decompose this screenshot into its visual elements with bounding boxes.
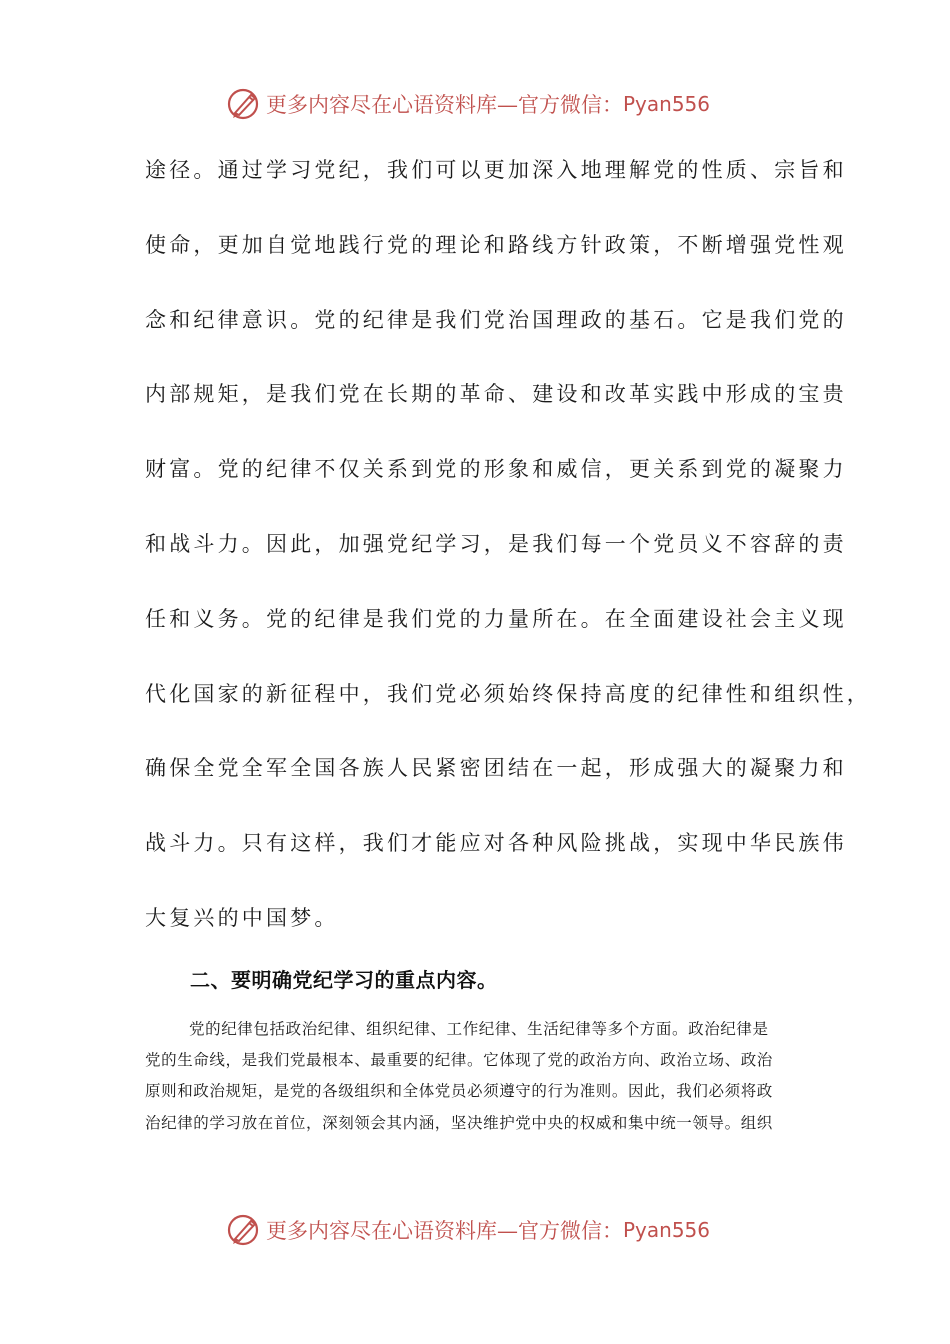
section-line: 治纪律的学习放在首位，深刻领会其内涵，坚决维护党中央的权威和集中统一领导。组织	[145, 1113, 773, 1132]
pen-logo-icon	[226, 86, 262, 122]
body-line: 大复兴的中国梦。	[145, 905, 339, 930]
section-line: 原则和政治规矩，是党的各级组织和全体党员必须遵守的行为准则。因此，我们必须将政	[145, 1082, 773, 1101]
body-line: 内部规矩，是我们党在长期的革命、建设和改革实践中形成的宝贵	[145, 382, 847, 407]
section-line: 党的生命线，是我们党最根本、最重要的纪律。它体现了党的政治方向、政治立场、政治	[145, 1051, 773, 1070]
body-line: 使命，更加自觉地践行党的理论和路线方针政策，不断增强党性观	[145, 232, 847, 257]
body-line: 代化国家的新征程中，我们党必须始终保持高度的纪律性和组织性，	[145, 681, 871, 706]
header-banner	[226, 84, 710, 124]
banner-text: 更多内容尽在心语资料库—官方微信：	[266, 93, 623, 117]
section-paragraph	[145, 1014, 810, 1139]
wechat-id: Pyan556	[623, 1218, 711, 1242]
body-line: 念和纪律意识。党的纪律是我们党治国理政的基石。它是我们党的	[145, 307, 847, 332]
body-line: 战斗力。只有这样，我们才能应对各种风险挑战，实现中华民族伟	[145, 831, 847, 856]
body-paragraph	[145, 138, 871, 961]
section-heading: 二、要明确党纪学习的重点内容。	[190, 968, 498, 992]
body-line: 确保全党全军全国各族人民紧密团结在一起，形成强大的凝聚力和	[145, 756, 847, 781]
pen-logo-icon	[226, 1212, 262, 1248]
banner-text: 更多内容尽在心语资料库—官方微信：	[266, 1219, 623, 1243]
footer-banner	[226, 1210, 710, 1250]
body-line: 财富。党的纪律不仅关系到党的形象和威信，更关系到党的凝聚力	[145, 457, 847, 482]
body-line: 任和义务。党的纪律是我们党的力量所在。在全面建设社会主义现	[145, 606, 847, 631]
body-line: 和战斗力。因此，加强党纪学习，是我们每一个党员义不容辞的责	[145, 531, 847, 556]
section-line: 党的纪律包括政治纪律、组织纪律、工作纪律、生活纪律等多个方面。政治纪律是	[189, 1020, 769, 1038]
wechat-id: Pyan556	[623, 92, 711, 116]
body-line: 途径。通过学习党纪，我们可以更加深入地理解党的性质、宗旨和	[145, 158, 847, 182]
